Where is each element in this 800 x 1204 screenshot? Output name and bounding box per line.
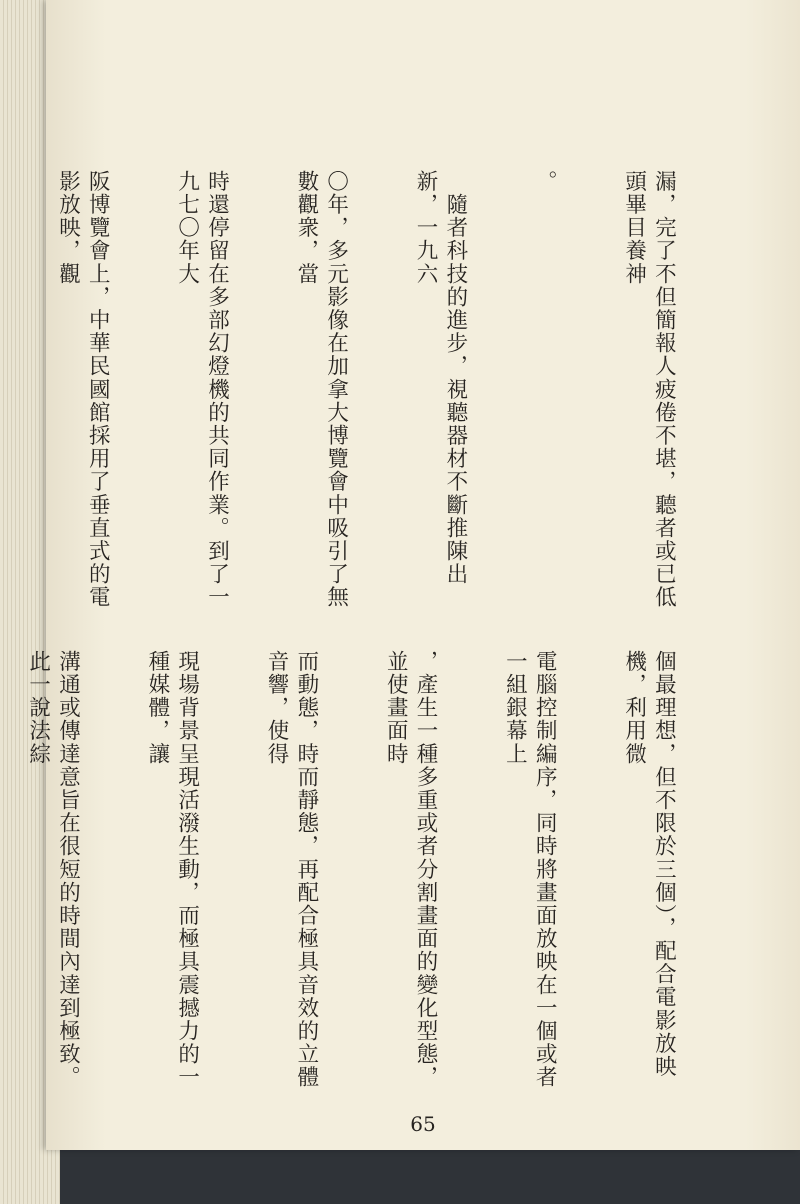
text-line: 個最理想，但不限於三個），配合電影放映機，利用微 [621,650,677,1079]
text-line: 漏，完了不但簡報人疲倦不堪，聽者或已低頭畢目養神 [621,170,677,609]
text-line: ，產生一種多重或者分割畫面的變化型態，並使畫面時 [383,650,439,1089]
text-line: 而動態，時而靜態，再配合極具音效的立體音響，使得 [264,650,319,1089]
lower-text-block [0,650,738,1090]
book-page [25,0,800,1150]
text-line: 。 [532,170,558,194]
text-line: 〇年，多元影像在加拿大博覽會中吸引了無數觀衆，當 [293,170,349,609]
page-number: 65 [410,1112,436,1136]
text-line: 時還停留在多部幻燈機的共同作業。到了一九七〇年大 [174,170,230,609]
upper-text-block [0,170,738,610]
text-line: 溝通或傳達意旨在很短的時間內達到極致。此一說法綜 [25,650,81,1089]
text-line: 隨者科技的進步，視聽器材不斷推陳出新，一九六 [413,170,468,586]
text-line: 電腦控制編序，同時將畫面放映在一個或者一組銀幕上 [502,650,558,1089]
text-line: 阪博覽會上，中華民國館採用了垂直式的電影放映，觀 [55,170,111,609]
text-line: 現場背景呈現活潑生動，而極具震撼力的一種媒體，讓 [144,650,200,1089]
